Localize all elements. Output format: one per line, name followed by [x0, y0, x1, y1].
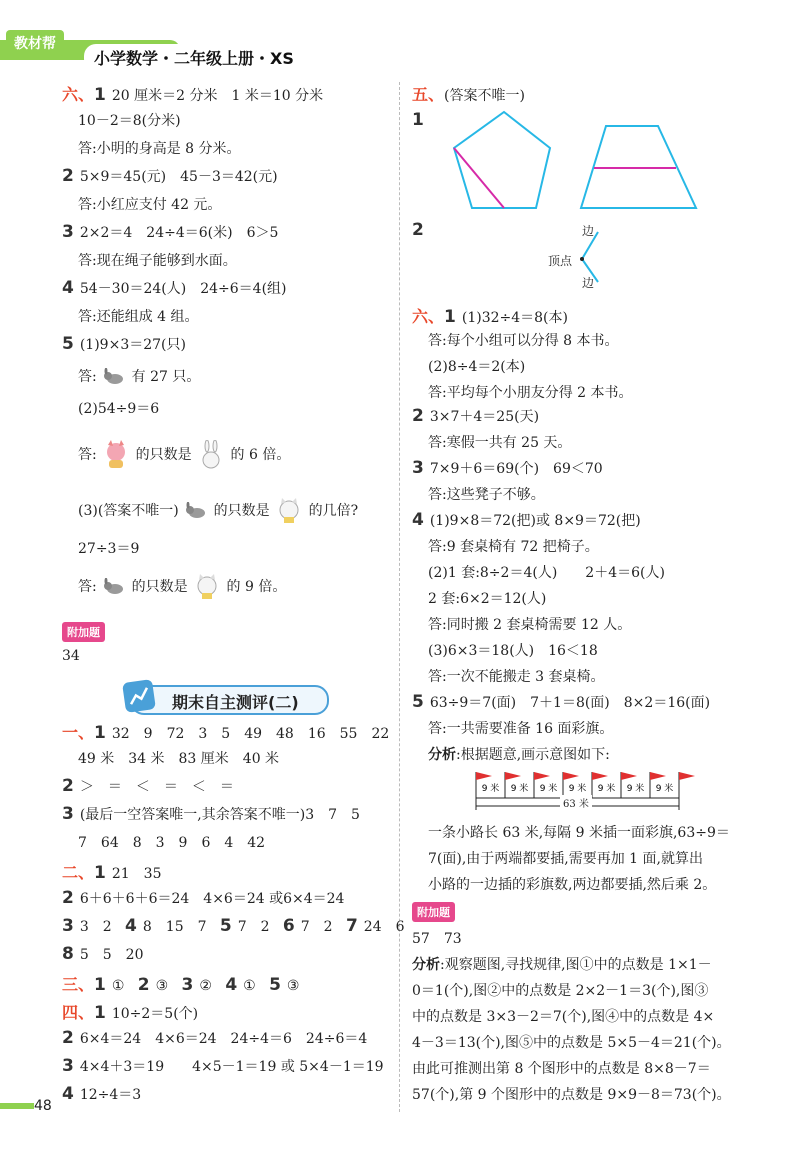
left-s6-5e: (3)(答案不唯一) 的只数是 的几倍?: [78, 498, 358, 524]
flag-segment-label: 9 米: [626, 784, 645, 794]
rabbit-icon: [185, 502, 207, 520]
right-s6-2b: 答:寒假一共有 25 天。: [428, 435, 572, 451]
right-s6-1: 六、1 (1)32÷4＝8(本): [412, 307, 568, 327]
rabbit-icon: [103, 578, 125, 596]
flag-icon: [592, 772, 608, 780]
right-s6-4d: 2 套:6×2＝12(人): [428, 591, 547, 607]
page-number: 48: [34, 1098, 52, 1114]
left-t4-2: 2 6×4＝24 4×6＝24 24÷4＝6 24÷6＝4: [62, 1028, 368, 1048]
right-s6-4c: (2)1 套:8÷2＝4(人) 2＋4＝6(人): [428, 565, 665, 581]
left-s6-5d: 答: 的只数是 的 6 倍。: [78, 440, 290, 470]
right-s5-1-num: 1: [412, 110, 424, 130]
angle-edge-bottom: 边: [582, 276, 595, 290]
left-t4-1: 四、1 10÷2＝5(个): [62, 1003, 199, 1023]
left-s6-5c: (2)54÷9＝6: [78, 401, 160, 417]
left-s6-3b: 答:现在绳子能够到水面。: [78, 253, 237, 269]
flag-icon: [476, 772, 492, 780]
page-number-bar: [0, 1103, 34, 1109]
right-s6-3: 3 7×9＋6＝69(个) 69＜70: [412, 458, 603, 478]
left-s6-1: 六、1 20 厘米＝2 分米 1 米＝10 分米: [62, 85, 324, 105]
angle-vertex-label: 顶点: [548, 254, 573, 268]
flag-icon: [679, 772, 695, 780]
left-t2-1: 二、1 21 35: [62, 863, 162, 883]
left-t1-1b: 49 米 34 米 83 厘米 40 米: [78, 751, 280, 767]
left-t1-3: 3 (最后一空答案唯一,其余答案不唯一)3 7 5: [62, 804, 360, 824]
right-analysis2-l3: 中的点数是 3×3－2＝7(个),图④中的点数是 4×: [412, 1009, 715, 1025]
left-t2-8: 8 5 5 20: [62, 944, 144, 964]
left-fujia-answer: 34: [62, 648, 80, 664]
left-s6-2: 2 5×9＝45(元) 45－3＝42(元): [62, 166, 278, 186]
header-title: 小学数学・二年级上册・XS: [84, 44, 304, 71]
flag-segment-label: 9 米: [655, 784, 674, 794]
header-badge: 教材帮: [6, 30, 64, 56]
right-analysis2-l6: 57(个),第 9 个图形中的点数是 9×9－8＝73(个)。: [412, 1087, 731, 1103]
right-s6-4: 4 (1)9×8＝72(把)或 8×9＝72(把): [412, 510, 641, 530]
right-s5-header: 五、(答案不唯一): [412, 85, 525, 104]
right-s5-2-num: 2: [412, 220, 424, 240]
right-analysis2-l2: 0＝1(个),图②中的点数是 2×2－1＝3(个),图③: [412, 983, 709, 999]
left-s6-5b: 答: 有 27 只。: [78, 369, 201, 385]
column-divider: [399, 82, 400, 1112]
flag-diagram: [468, 766, 758, 812]
cat-icon: [194, 574, 220, 600]
left-fujia-badge: 附加题: [62, 622, 105, 642]
left-t4-3: 3 4×4＋3＝19 4×5－1＝19 或 5×4－1＝19: [62, 1056, 384, 1076]
right-analysis1-head: 分析:根据题意,画示意图如下:: [428, 747, 610, 763]
right-analysis1-p3: 小路的一边插的彩旗数,两边都要插,然后乘 2。: [428, 877, 717, 893]
right-s6-4e: 答:同时搬 2 套桌椅需要 12 人。: [428, 617, 632, 633]
flag-icon: [621, 772, 637, 780]
left-s6-2b: 答:小红应支付 42 元。: [78, 197, 222, 213]
right-analysis1-p1: 一条小路长 63 米,每隔 9 米插一面彩旗,63÷9＝: [428, 825, 730, 841]
right-s6-3b: 答:这些凳子不够。: [428, 487, 545, 503]
left-t4-4: 4 12÷4＝3: [62, 1084, 142, 1104]
right-s6-4f: (3)6×3＝18(人) 16＜18: [428, 643, 598, 659]
right-fujia-badge: 附加题: [412, 902, 455, 922]
flag-icon: [534, 772, 550, 780]
flag-icon: [650, 772, 666, 780]
right-s6-5b: 答:一共需要准备 16 面彩旗。: [428, 721, 614, 737]
right-s6-2: 2 3×7＋4＝25(天): [412, 406, 540, 426]
right-analysis2-l1: 分析:观察题图,寻找规律,图①中的点数是 1×1－: [412, 957, 712, 973]
right-analysis2-l4: 4－3＝13(个),图⑤中的点数是 5×5－4＝21(个)。: [412, 1035, 731, 1051]
right-s6-1b: 答:每个小组可以分得 8 本书。: [428, 333, 619, 349]
left-s6-1c: 答:小明的身高是 8 分米。: [78, 141, 241, 157]
angle-figure: [576, 226, 606, 286]
flag-segment-label: 9 米: [597, 784, 616, 794]
left-s6-5g: 答: 的只数是 的 9 倍。: [78, 574, 286, 600]
right-s6-4g: 答:一次不能搬走 3 套桌椅。: [428, 669, 605, 685]
white-rabbit-icon: [198, 440, 224, 470]
right-fujia-answer: 57 73: [412, 931, 462, 947]
right-analysis1-p2: 7(面),由于两端都要插,需要再加 1 面,就算出: [428, 851, 703, 867]
right-s6-4b: 答:9 套桌椅有 72 把椅子。: [428, 539, 599, 555]
flag-segment-label: 9 米: [539, 784, 558, 794]
left-s6-4: 4 54－30＝24(人) 24÷6＝4(组): [62, 278, 287, 298]
angle-edge-top: 边: [582, 224, 595, 238]
flag-segment-label: 9 米: [510, 784, 529, 794]
right-s6-1d: 答:平均每个小朋友分得 2 本书。: [428, 385, 633, 401]
pentagon-cut-line: [454, 148, 504, 208]
flag-total-label: 63 米: [560, 795, 592, 810]
left-t3: 三、1 ① 2 ③ 3 ② 4 ① 5 ③: [62, 975, 300, 995]
fox-icon: [103, 440, 129, 470]
left-t1-1: 一、1 32 9 72 3 5 49 48 16 55 22: [62, 723, 390, 743]
left-s6-3: 3 2×2＝4 24÷4＝6(米) 6＞5: [62, 222, 279, 242]
test-title: 期末自主测评(二): [130, 685, 329, 715]
left-t2-3to7: 3 3 2 4 8 15 7 5 7 2 6 7 2 7 24 6: [62, 916, 405, 936]
flag-segment-label: 9 米: [481, 784, 500, 794]
polygon-figures: [446, 108, 706, 212]
right-analysis2-l5: 由此可推测出第 8 个图形中的点数是 8×8－7＝: [412, 1061, 711, 1077]
flag-icon: [505, 772, 521, 780]
left-t1-2: 2 ＞ ＝ ＜ ＝ ＜ ＝: [62, 776, 234, 796]
cat-icon: [276, 498, 302, 524]
flag-segment-label: 9 米: [568, 784, 587, 794]
right-s6-1c: (2)8÷4＝2(本): [428, 359, 526, 375]
flag-icon: [563, 772, 579, 780]
left-s6-4b: 答:还能组成 4 组。: [78, 309, 199, 325]
rabbit-icon: [103, 368, 125, 386]
left-s6-5: 5 (1)9×3＝27(只): [62, 334, 186, 354]
right-s6-5: 5 63÷9＝7(面) 7＋1＝8(面) 8×2＝16(面): [412, 692, 711, 712]
left-s6-1b: 10－2＝8(分米): [78, 113, 181, 129]
left-t1-3b: 7 64 8 3 9 6 4 42: [78, 835, 266, 851]
left-t2-2: 2 6＋6＋6＋6＝24 4×6＝24 或6×4＝24: [62, 888, 345, 908]
chart-icon: [122, 679, 156, 713]
left-s6-5f: 27÷3＝9: [78, 541, 140, 557]
pentagon-shape: [454, 112, 550, 208]
